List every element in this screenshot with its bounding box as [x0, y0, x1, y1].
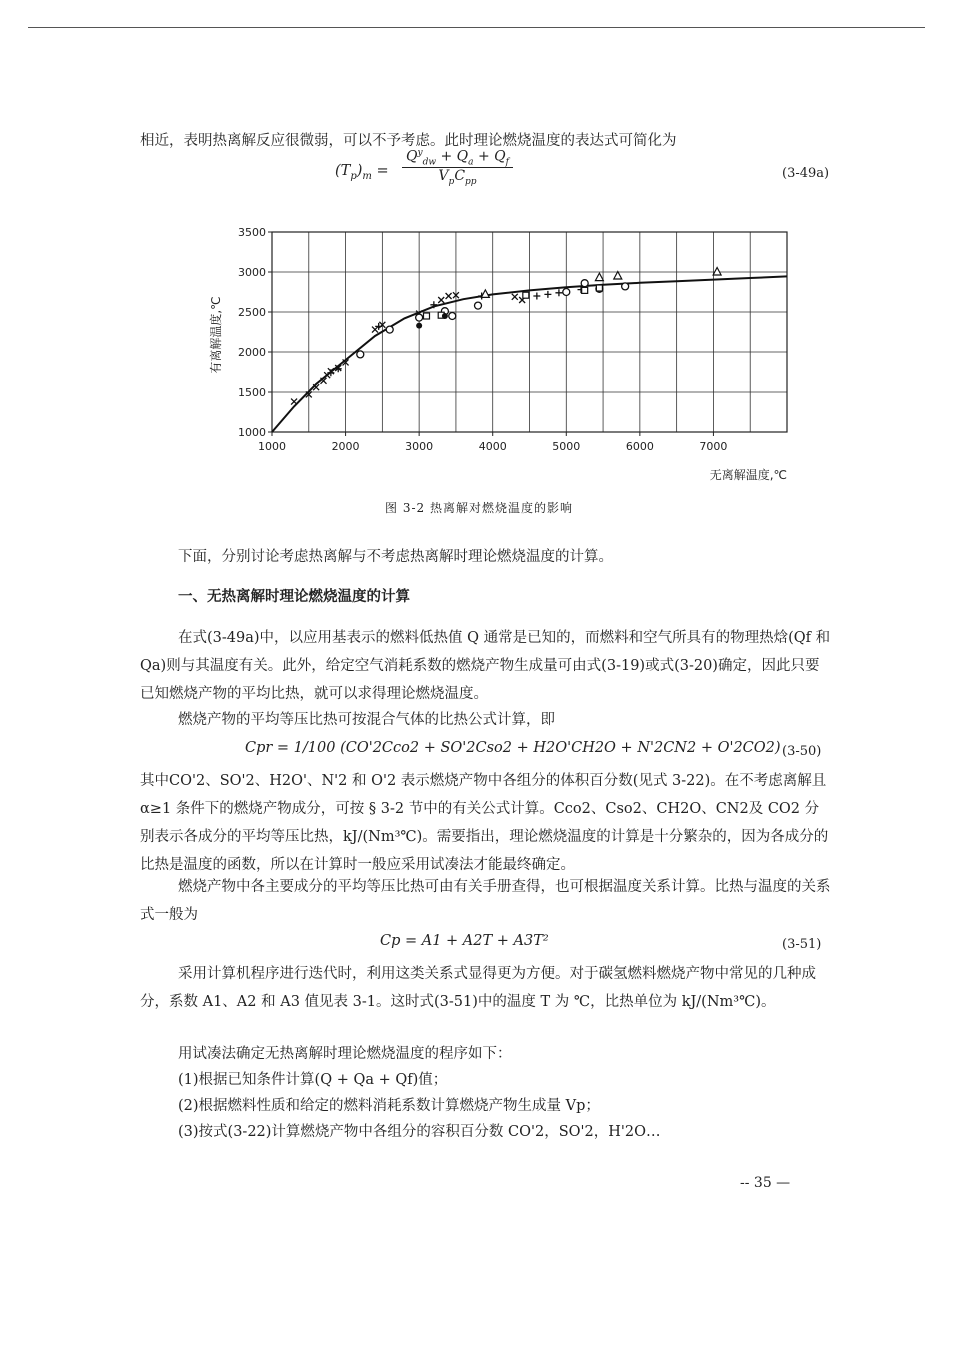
point-dot — [442, 313, 448, 319]
x-tick-label: 3000 — [405, 440, 434, 453]
point-circle — [581, 280, 588, 287]
point-square — [596, 285, 602, 291]
eq-numerator: $Q^y_{dw} + Q_a + Q_f$ — [402, 148, 513, 168]
x-tick-label: 4000 — [478, 440, 507, 453]
point-circle — [449, 313, 456, 320]
point-square — [523, 292, 529, 298]
figure-3-2-chart — [190, 215, 830, 495]
point-square — [424, 313, 430, 319]
point-triangle — [614, 272, 622, 280]
x-tick-label: 7000 — [699, 440, 728, 453]
equation-351: Cp = A1 + A2T + A3T² — [380, 933, 549, 949]
point-plus — [555, 289, 562, 296]
point-cross — [438, 297, 444, 303]
intro-line: 相近，表明热离解反应很微弱，可以不予考虑。此时理论燃烧温度的表达式可简化为 — [140, 133, 677, 149]
x-tick-label: 5000 — [552, 440, 581, 453]
equation-number-351: (3-51) — [782, 937, 822, 952]
page-number: -- 35 — — [740, 1175, 791, 1191]
step-3: (3)按式(3-22)计算燃烧产物中各组分的容积百分数 CO'2，SO'2，H'2O… — [178, 1124, 661, 1140]
x-axis-ticks — [258, 432, 727, 453]
point-cross — [512, 294, 518, 300]
paragraph-4: 其中CO'2、SO'2、H2O'、N'2 和 O'2 表示燃烧产物中各组分的体积百分数(见式 3-22)。在不考虑离解且 α≥1 条件下的燃烧产物成分，可按 § 3-2 节中的有关公式计算。Cco2、Cso2、CH2O、CN2及 CO2 分别表示各成分的平均等压比热，kJ/(Nm³℃)。需要指出，理论燃烧温度的计算是十分繁杂的，因为各成分的比热是温度的函数，所以在计算时一般应采用试凑法才能最终确定。 — [140, 773, 829, 873]
step-1: (1)根据已知条件计算(Q + Qa + Qf)值； — [178, 1072, 448, 1088]
point-triangle — [481, 290, 489, 298]
point-cross — [446, 293, 452, 299]
point-triangle — [595, 273, 603, 281]
step-2: (2)根据燃料性质和给定的燃料消耗系数计算燃烧产物生成量 Vp； — [178, 1098, 600, 1114]
x-axis-label: 无离解温度,℃ — [709, 468, 787, 482]
point-plus — [544, 291, 551, 298]
x-tick-label: 1000 — [258, 440, 286, 453]
eq-fraction — [402, 148, 513, 187]
point-triangle — [713, 268, 721, 276]
figure-caption: 图 3-2 热离解对燃烧温度的影响 — [385, 501, 573, 515]
eq-lhs: $(T_p)_m$ = — [335, 163, 389, 182]
paragraph-3: 燃烧产物的平均等压比热可按混合气体的比热公式计算，即 — [178, 712, 555, 728]
y-tick-label: 3500 — [238, 226, 266, 239]
y-tick-label: 1500 — [238, 386, 266, 399]
section-heading: 一、无热离解时理论燃烧温度的计算 — [178, 589, 410, 605]
point-circle — [475, 302, 482, 309]
eq-denominator: $V_pC_{pp}$ — [438, 168, 477, 188]
y-axis-ticks — [238, 226, 272, 439]
point-circle — [357, 351, 364, 358]
point-plus — [533, 293, 540, 300]
paragraph-7: 用试凑法确定无热离解时理论燃烧温度的程序如下： — [178, 1046, 512, 1062]
x-tick-label: 2000 — [331, 440, 360, 453]
equation-350: Cpr = 1/100 (CO'2Cco2 + SO'2Cso2 + H2O'CH2O + N'2CN2 + O'2CO2) — [245, 740, 781, 756]
data-points — [291, 268, 721, 405]
point-square — [582, 287, 588, 293]
paragraph-6: 采用计算机程序进行迭代时，利用这类关系式显得更为方便。对于碳氢燃料燃烧产物中常见的几种成分，系数 A1、A2 和 A3 值见表 3-1。这时式(3-51)中的温度 T 为 ℃，比热单位为 kJ/(Nm³℃)。 — [140, 966, 816, 1010]
x-tick-label: 6000 — [625, 440, 654, 453]
header-rule — [28, 27, 925, 28]
paragraph-2: 在式(3-49a)中，以应用基表示的燃料低热值 Q 通常是已知的，而燃料和空气所具有的物理热焓(Qf 和 Qa)则与其温度有关。此外，给定空气消耗系数的燃烧产物生成量可由式(3-19)或式(3-20)确定，因此只要已知燃烧产物的平均比热，就可以求得理论燃烧温度。 — [140, 630, 831, 702]
point-circle — [622, 283, 629, 290]
equation-number-350: (3-50) — [782, 744, 822, 759]
chart-grid — [272, 232, 787, 432]
y-tick-label: 3000 — [238, 266, 266, 279]
point-circle — [386, 326, 393, 333]
point-circle — [563, 289, 570, 296]
point-circle — [416, 314, 423, 321]
paragraph-5: 燃烧产物中各主要成分的平均等压比热可由有关手册查得，也可根据温度关系计算。比热与温度的关系式一般为 — [140, 879, 831, 923]
point-cross — [372, 327, 378, 333]
y-tick-label: 1000 — [238, 426, 266, 439]
y-axis-label: 有离解温度,℃ — [209, 296, 223, 374]
point-cross — [291, 399, 297, 405]
equation-number-349a: (3-49a) — [782, 166, 830, 181]
point-dot — [416, 323, 422, 329]
y-tick-label: 2000 — [238, 346, 266, 359]
paragraph-1: 下面，分别讨论考虑热离解与不考虑热离解时理论燃烧温度的计算。 — [178, 549, 613, 565]
y-tick-label: 2500 — [238, 306, 266, 319]
